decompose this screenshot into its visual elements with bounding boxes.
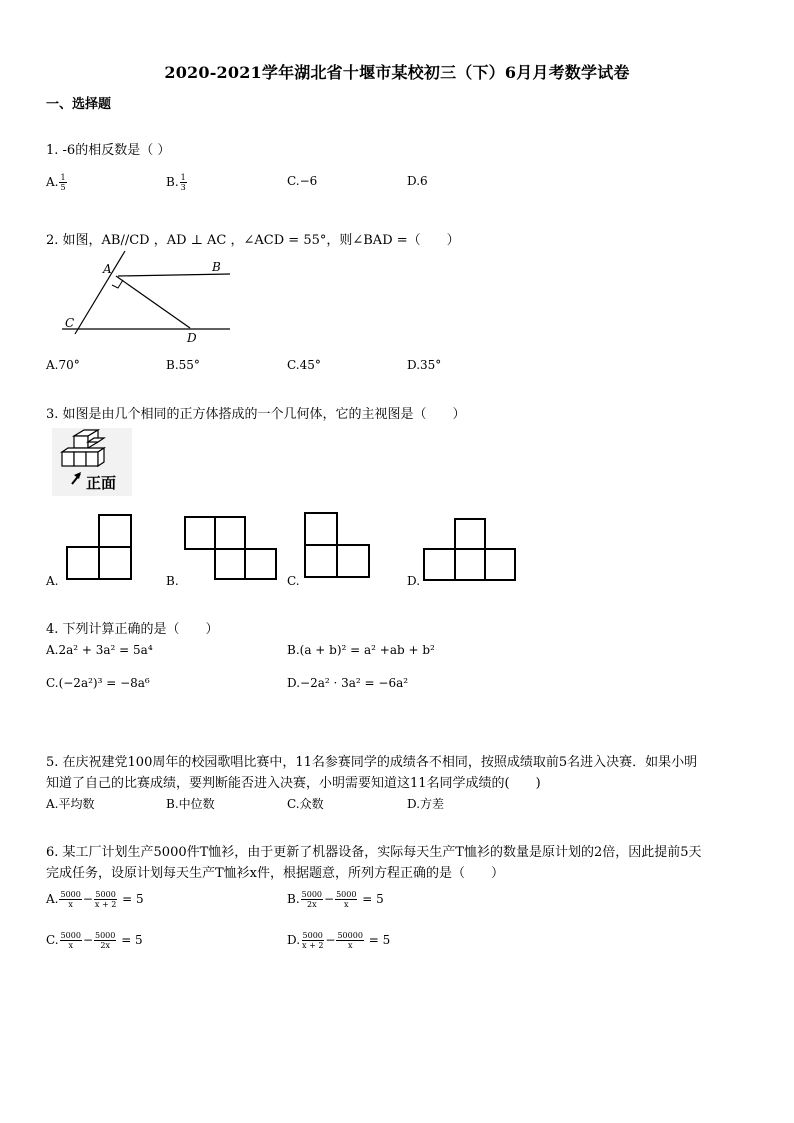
option-b-view [184, 515, 278, 581]
page-title: 2020-2021学年湖北省十堰市某校初三（下）6月月考数学试卷 [164, 63, 630, 82]
question-2-option-b: B.55° [166, 358, 200, 372]
point-label-a: A [103, 262, 112, 276]
question-4-option-d: D.−2a² · 3a² = −6a² [287, 676, 409, 690]
point-label-b: B [212, 260, 221, 274]
question-2-figure [56, 248, 236, 348]
question-6-stem-line2: 完成任务，设原计划每天生产T恤衫x件，根据题意，所列方程正确的是（ ） [46, 866, 505, 881]
option-d-view [423, 517, 517, 583]
question-4-option-c: C.(−2a²)³ = −8a⁶ [46, 676, 150, 690]
question-6-option-c: C. $\frac{5000}{x}$ − $\frac{5000}{2x}$ = 5 [46, 931, 143, 950]
question-4-option-a: A.2a² + 3a² = 5a⁴ [46, 643, 153, 657]
question-5-stem-line2: 知道了自己的比赛成绩，要判断能否进入决赛，小明需要知道这11名同学成绩的( ) [46, 776, 541, 791]
front-view-label: 正面 [86, 474, 117, 492]
question-5-stem-line1: 5. 在庆祝建党100周年的校园歌唱比赛中，11名参赛同学的成绩各不相同，按照成绩取前5名进入决赛．如果小明 [46, 755, 698, 770]
question-2-option-c: C.45° [287, 358, 321, 372]
question-3-option-d: D. [407, 574, 421, 588]
question-5-option-c: C.众数 [287, 797, 324, 811]
question-5-option-b: B.中位数 [166, 797, 215, 811]
question-4-option-b: B.(a + b)² = a² +ab + b² [287, 643, 435, 657]
question-1-stem: 1. -6的相反数是（ ） [46, 143, 171, 158]
question-1-option-c: C.−6 [287, 174, 318, 188]
point-label-c: C [65, 316, 75, 330]
question-6-option-a: A. $\frac{5000}{x}$ − $\frac{5000}{x + 2}$ = 5 [46, 890, 144, 909]
question-2-option-d: D.35° [407, 358, 442, 372]
question-2-option-a: A.70° [46, 358, 80, 372]
question-2-stem: 2. 如图，AB//CD ，AD ⊥ AC ，∠ACD = 55°，则∠BAD =（ ） [46, 233, 460, 248]
question-4-stem: 4. 下列计算正确的是（ ） [46, 622, 219, 637]
question-3-stem: 3. 如图是由几个相同的正方体搭成的一个几何体，它的主视图是（ ） [46, 407, 466, 422]
question-1-option-d: D.6 [407, 174, 428, 188]
question-1-option-b: B. $\frac{1}{3}$ [166, 173, 186, 192]
question-1-option-a: A. $\frac{1}{5}$ [46, 173, 66, 192]
question-3-option-b: B. [166, 574, 179, 588]
option-a-view [66, 513, 132, 581]
question-5-option-a: A.平均数 [46, 797, 95, 811]
question-6-option-d: D. $\frac{5000}{x + 2}$ − $\frac{50000}{x}$ = 5 [287, 931, 391, 950]
question-6-option-b: B. $\frac{5000}{2x}$ − $\frac{5000}{x}$ = 5 [287, 890, 384, 909]
question-3-option-c: C. [287, 574, 300, 588]
question-3-solid-figure [52, 428, 132, 496]
point-label-d: D [187, 331, 197, 345]
question-6-stem-line1: 6. 某工厂计划生产5000件T恤衫，由于更新了机器设备，实际每天生产T恤衫的数量是原计划的2倍，因此提前5天 [46, 845, 702, 860]
question-3-option-a: A. [46, 574, 59, 588]
section-heading-choice: 一、选择题 [46, 97, 112, 112]
option-c-view [304, 511, 370, 581]
question-5-option-d: D.方差 [407, 797, 445, 811]
